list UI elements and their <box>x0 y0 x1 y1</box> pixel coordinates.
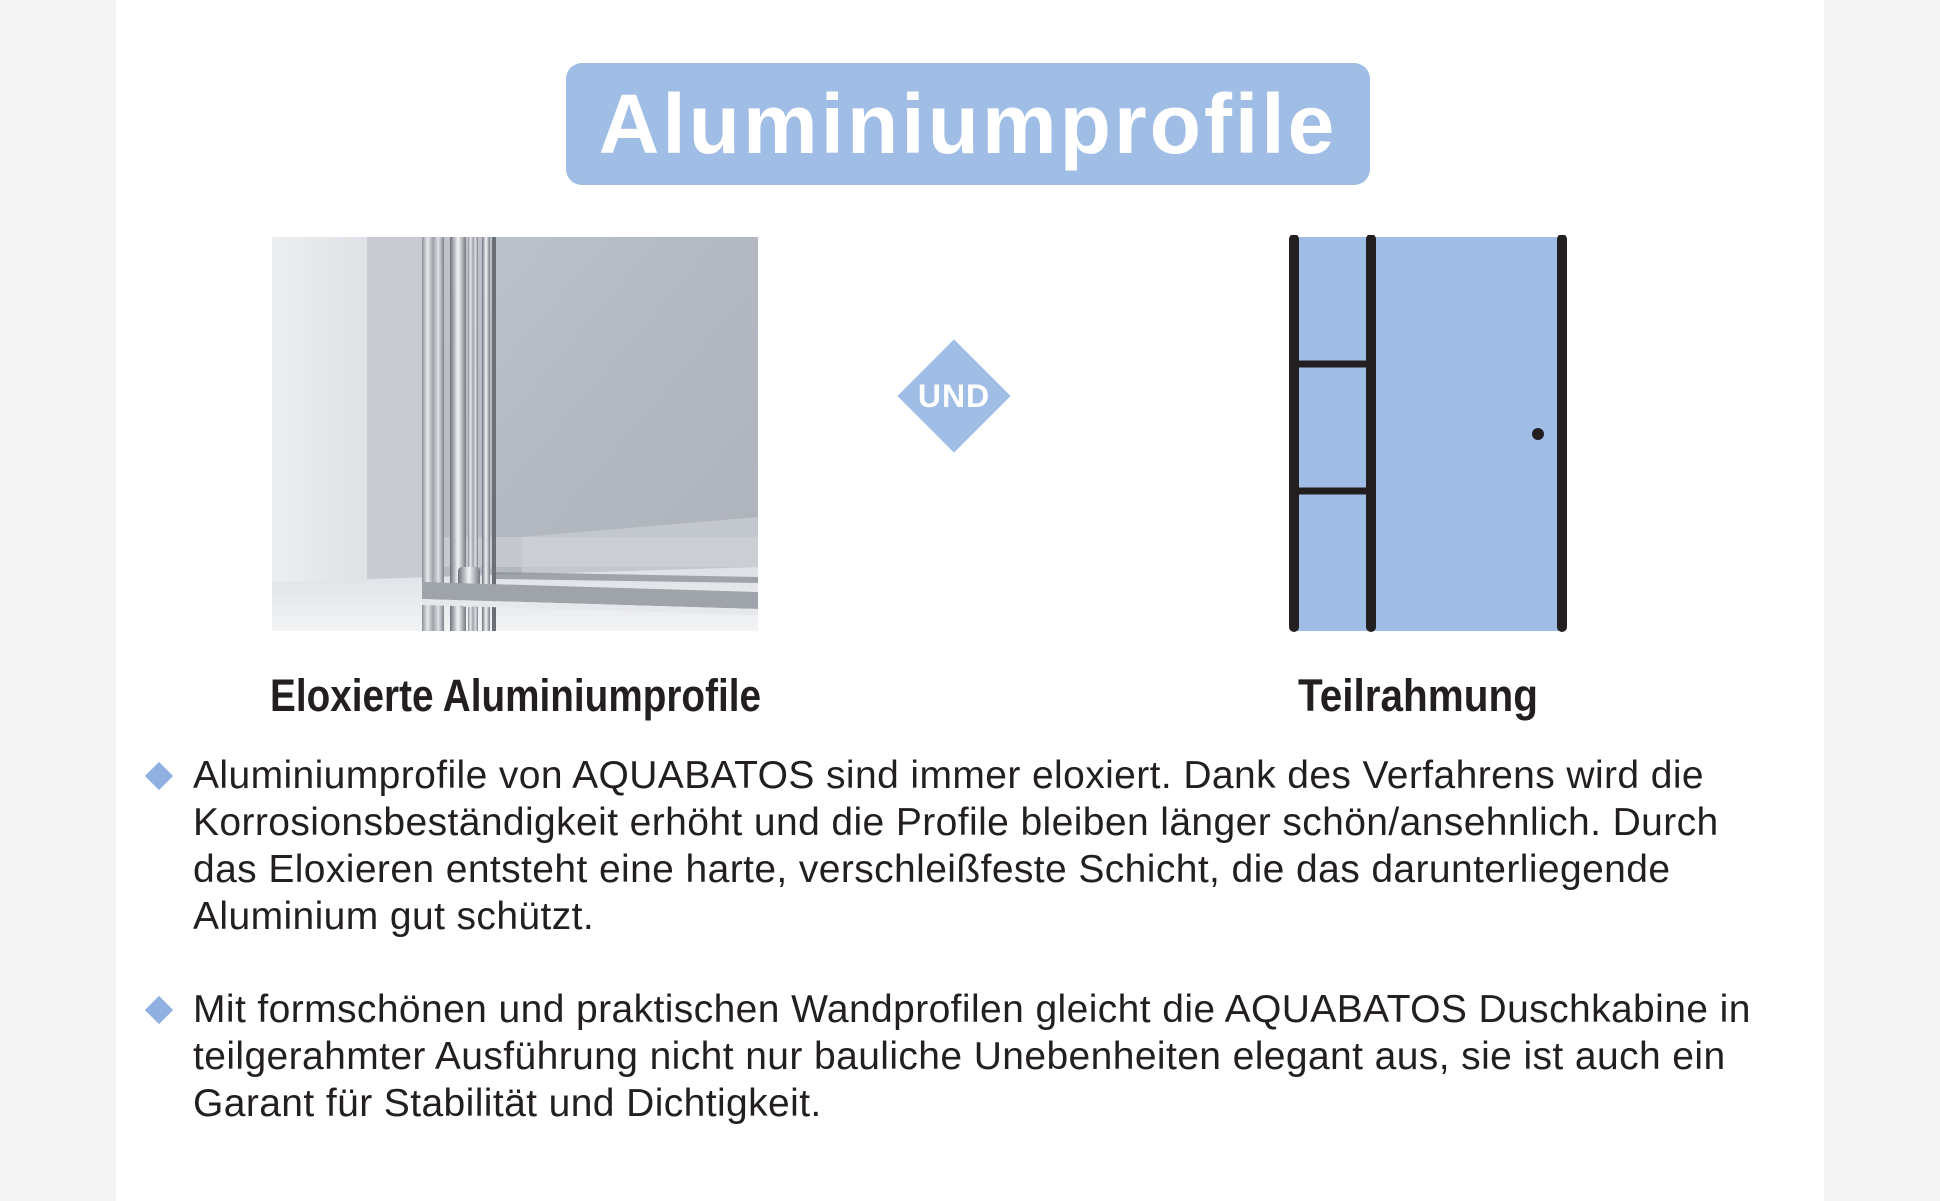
bullet-text: Mit formschönen und praktischen Wandprofilen gleicht die AQUABATOS Duschkabine in teilgerahmter Ausführung nicht nur bauliche Unebenheiten elegant aus, sie ist auch ein Garant für Stabilität und Dichtigkeit. <box>193 988 1751 1125</box>
caption-anodized-profiles: Eloxierte Aluminiumprofile <box>270 670 761 721</box>
title-banner <box>566 63 1370 185</box>
page-title: Aluminiumprofile <box>598 77 1338 171</box>
bullet-text: Aluminiumprofile von AQUABATOS sind immer eloxiert. Dank des Verfahrens wird die Korrosionsbeständigkeit erhöht und die Profile bleiben länger schön/ansehnlich. Durch das Eloxieren entsteht eine harte, verschleißfeste Schicht, die das darunterliegende Aluminium gut schützt. <box>193 754 1719 938</box>
anodized-profile-photo <box>272 237 758 631</box>
caption-partial-frame: Teilrahmung <box>1298 670 1539 721</box>
partial-frame-diagram <box>1282 235 1578 633</box>
product-info-panel <box>116 0 1824 1201</box>
connector-label: UND <box>917 377 991 414</box>
diamond-bullet-icon <box>145 996 173 1024</box>
diamond-bullet-icon <box>145 762 173 790</box>
und-connector-badge <box>914 356 994 436</box>
